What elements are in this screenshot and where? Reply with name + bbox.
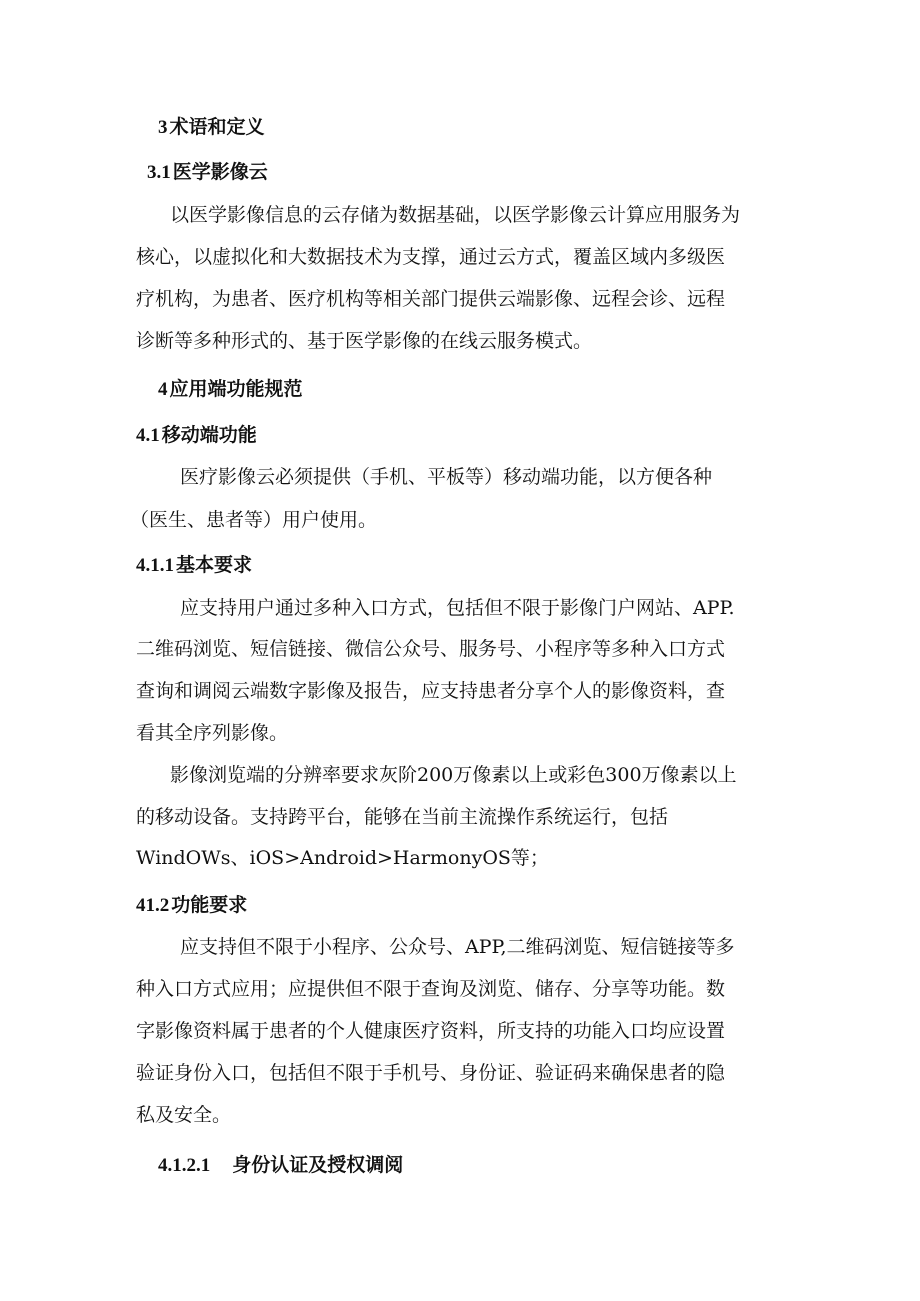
paragraph-line: 应支持用户通过多种入口方式，包括但不限于影像门户网站、APP. bbox=[180, 597, 735, 619]
paragraph-line: 疗机构，为患者、医疗机构等相关部门提供云端影像、远程会诊、远程 bbox=[136, 288, 726, 310]
paragraph-line: WindOWs、iOS>Android>HarmonyOS等； bbox=[136, 847, 549, 869]
paragraph-line: 验证身份入口，包括但不限于手机号、身份证、验证码来确保患者的隐 bbox=[136, 1062, 726, 1084]
heading-4: 4 应用端功能规范 bbox=[158, 378, 303, 400]
paragraph-line: 影像浏览端的分辨率要求灰阶200万像素以上或彩色300万像素以上 bbox=[170, 764, 737, 786]
paragraph-line: 的移动设备。支持跨平台，能够在当前主流操作系统运行，包括 bbox=[136, 806, 669, 828]
paragraph-line: 二维码浏览、短信链接、微信公众号、服务号、小程序等多种入口方式 bbox=[136, 638, 726, 660]
paragraph-line: 医疗影像云必须提供（手机、平板等）移动端功能，以方便各种 bbox=[180, 466, 713, 488]
paragraph-line: 诊断等多种形式的、基于医学影像的在线云服务模式。 bbox=[136, 330, 593, 352]
paragraph-line: 查询和调阅云端数字影像及报告，应支持患者分享个人的影像资料，查 bbox=[136, 680, 726, 702]
paragraph-line: 应支持但不限于小程序、公众号、APP,二维码浏览、短信链接等多 bbox=[180, 936, 735, 958]
heading-4-1-1: 4.1.1 基本要求 bbox=[136, 554, 253, 576]
paragraph-line: 核心，以虚拟化和大数据技术为支撑，通过云方式，覆盖区域内多级医 bbox=[136, 246, 726, 268]
heading-4-1-2: 41.2 功能要求 bbox=[136, 894, 248, 916]
heading-3: 3 术语和定义 bbox=[158, 116, 265, 138]
heading-3-1: 3.1 医学影像云 bbox=[147, 161, 268, 183]
paragraph-line: 字影像资料属于患者的个人健康医疗资料，所支持的功能入口均应设置 bbox=[136, 1020, 726, 1042]
paragraph-line: 私及安全。 bbox=[136, 1104, 232, 1126]
heading-4-1: 4.1 移动端功能 bbox=[136, 424, 257, 446]
heading-4-1-2-1: 4.1.2.1 身份认证及授权调阅 bbox=[158, 1154, 404, 1176]
paragraph-line: （医生、患者等）用户使用。 bbox=[130, 509, 378, 531]
paragraph-line: 以医学影像信息的云存储为数据基础，以医学影像云计算应用服务为 bbox=[170, 204, 741, 226]
paragraph-line: 种入口方式应用；应提供但不限于查询及浏览、储存、分享等功能。数 bbox=[136, 978, 726, 1000]
paragraph-line: 看其全序列影像。 bbox=[136, 722, 289, 744]
